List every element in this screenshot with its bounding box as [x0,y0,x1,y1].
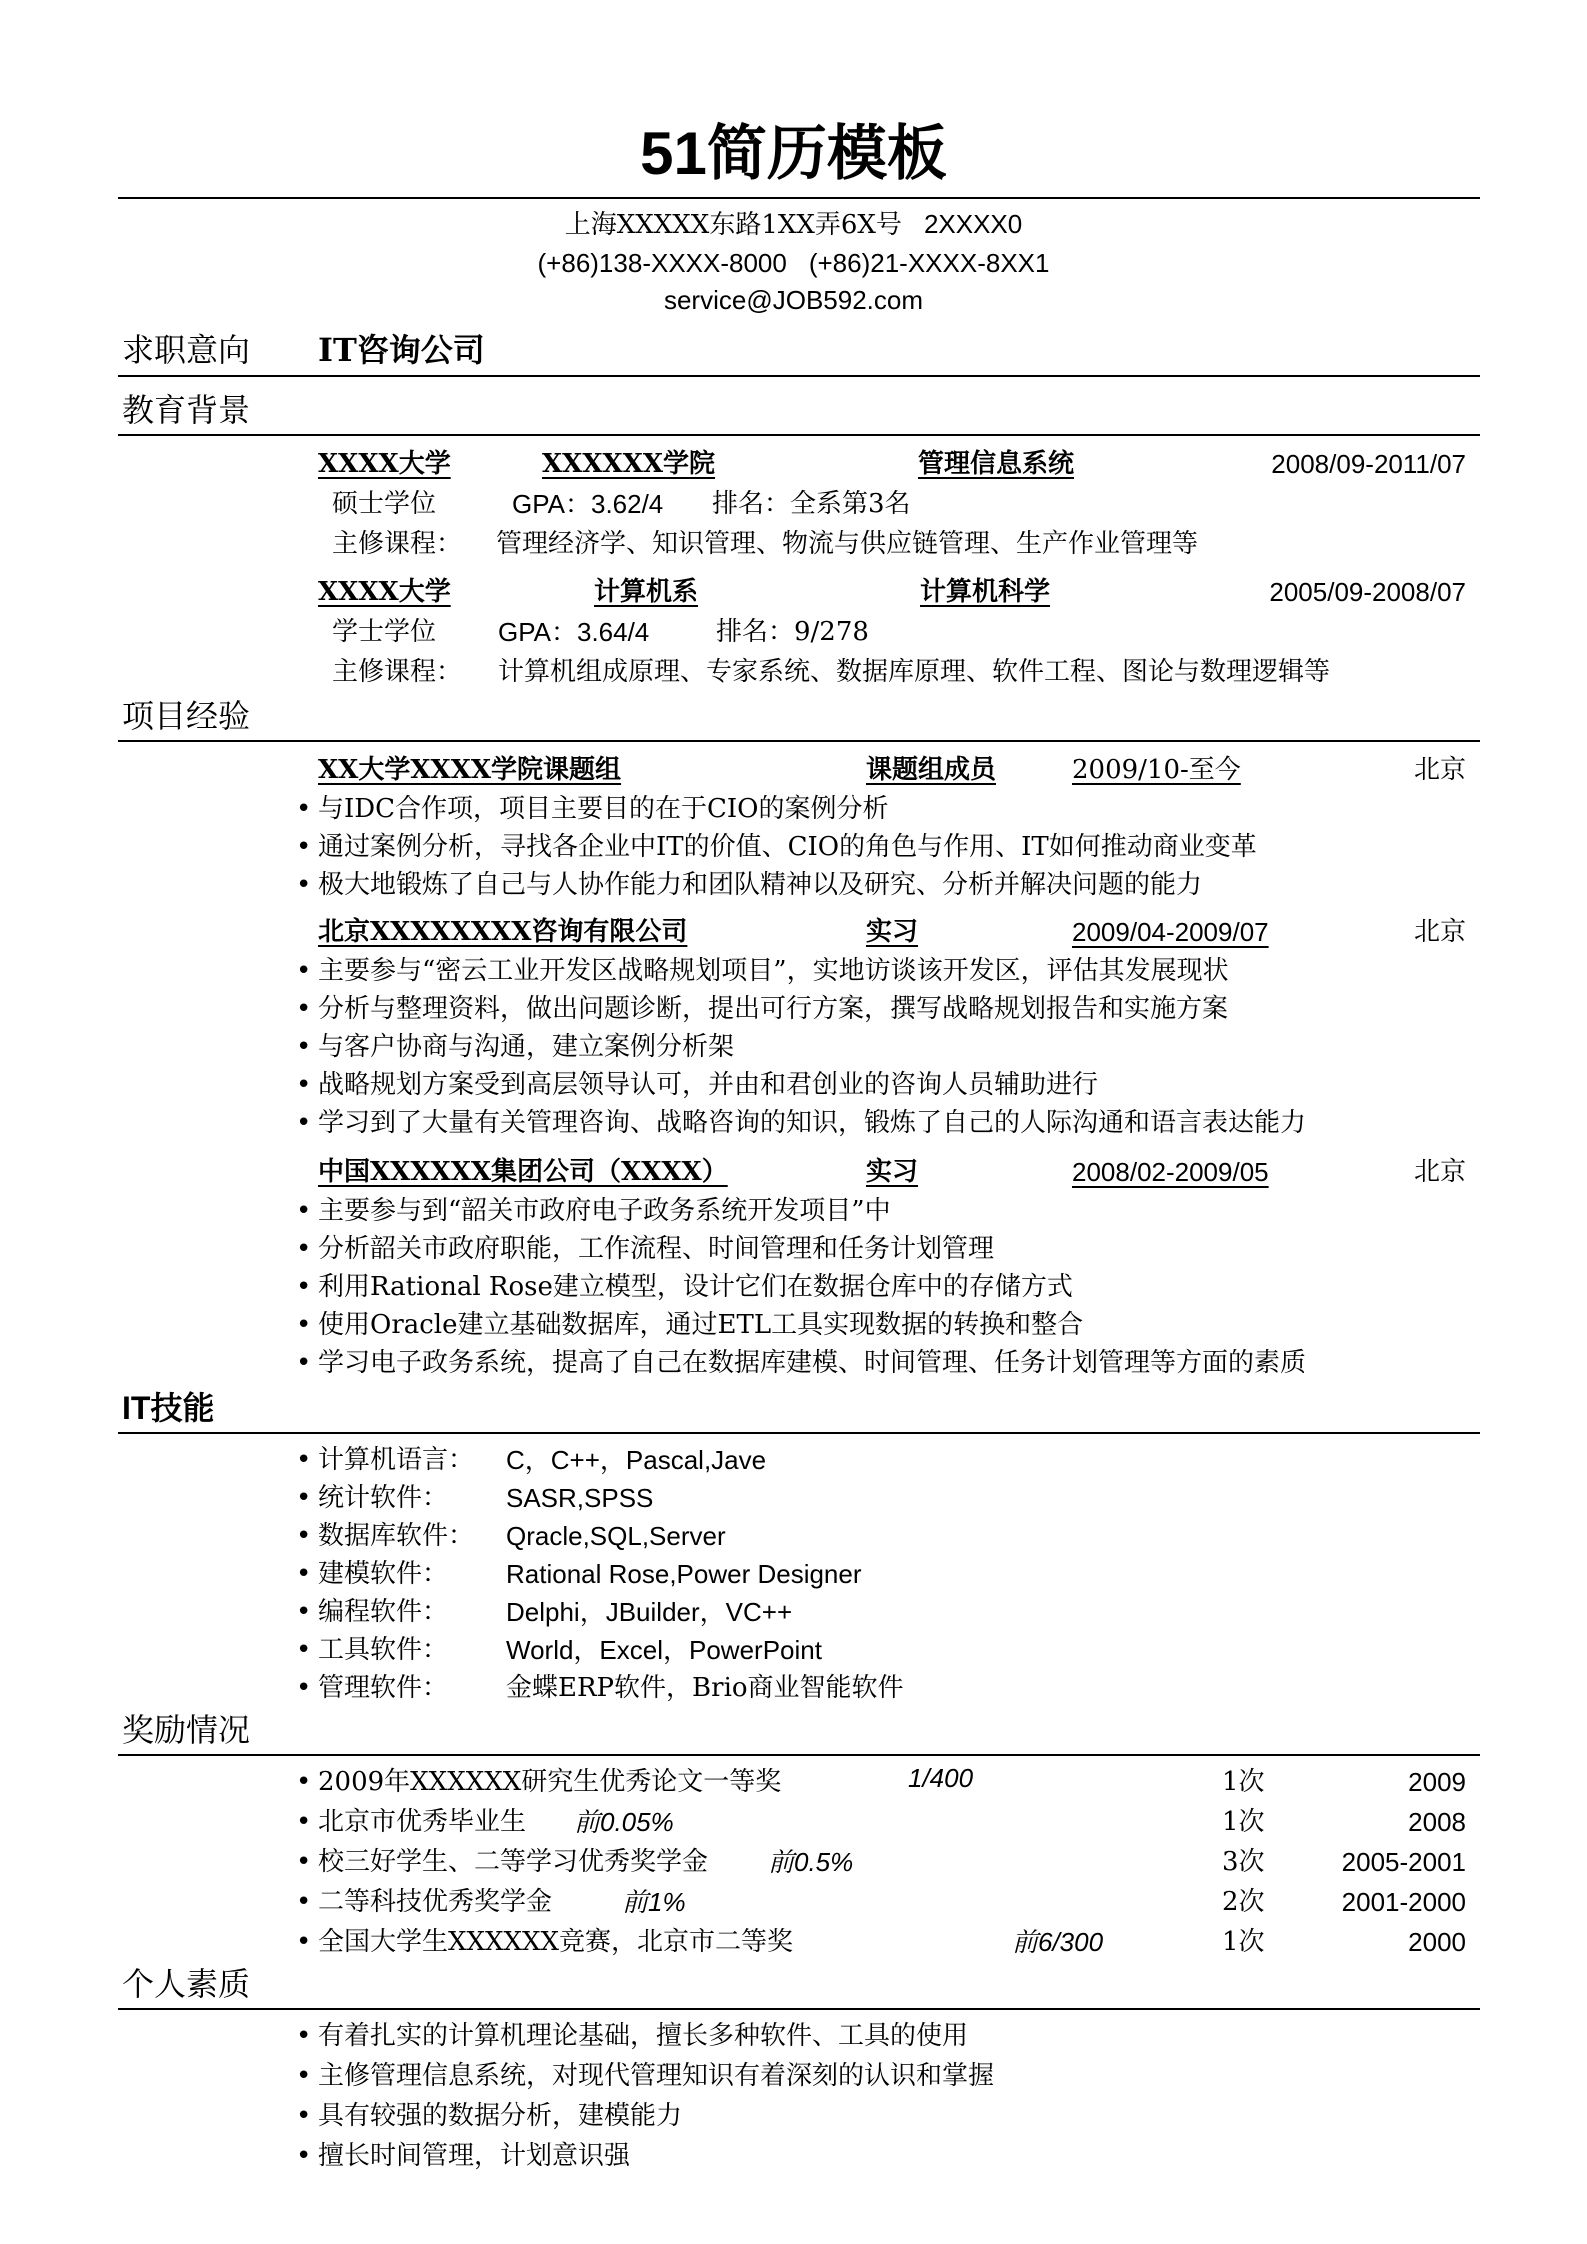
page-title: 51简历模板 [640,120,947,187]
project-role: 实习 [866,1157,919,1187]
skill-value: Delphi，JBuilder，VC++ [506,1597,793,1627]
quality-item: • 具有较强的数据分析，建模能力 [296,2101,683,2131]
objective-divider [118,375,1480,377]
award-name: 北京市优秀毕业生 [318,1807,527,1837]
skill-value: SASR,SPSS [506,1483,654,1513]
skill-key: 数据库软件： [318,1521,475,1551]
skill-value: 金蝶ERP软件，Brio商业智能软件 [506,1673,904,1703]
edu-college: XXXXXX学院 [542,449,716,479]
contact-postcode: 2XXXX0 [923,209,1023,239]
skill-item: • 数据库软件： [296,1521,475,1551]
award-rank: 1/400 [908,1763,974,1793]
skill-item: • 工具软件： [296,1635,449,1665]
edu-course-label: 主修课程： [332,657,463,687]
award-year: 2000 [1408,1927,1466,1957]
award-rank: 前6/300 [1012,1927,1104,1957]
project-role: 实习 [866,917,919,947]
edu-rank: 排名：全系第3名 [712,489,911,519]
project-bullet: • 利用Rational Rose建立模型，设计它们在数据仓库中的存储方式 [296,1272,1073,1302]
project-bullet: • 分析韶关市政府职能，工作流程、时间管理和任务计划管理 [296,1234,995,1264]
contact-mobile: (+86)138-XXXX-8000 [537,248,787,278]
skill-value: Rational Rose,Power Designer [506,1559,862,1589]
project-bullet: • 战略规划方案受到高层领导认可，并由和君创业的咨询人员辅助进行 [296,1070,1099,1100]
skill-value: Qracle,SQL,Server [506,1521,726,1551]
contact-email: service@JOB592.com [663,285,924,315]
skills-heading: IT技能 [122,1390,215,1426]
award-rank: 前0.05% [574,1807,674,1837]
project-city: 北京 [1413,1157,1466,1187]
award-rank: 前0.5% [768,1847,854,1877]
award-item: • 北京市优秀毕业生 [296,1807,527,1837]
project-bullet: • 与IDC合作项，项目主要目的在于CIO的案例分析 [296,794,889,824]
award-item: • 全国大学生XXXXXX竞赛，北京市二等奖 [296,1927,794,1957]
edu-rank: 排名：9/278 [716,617,869,647]
project-period: 2009/04-2009/07 [1072,917,1269,947]
qualities-divider [118,2008,1480,2010]
edu-degree: 硕士学位 [332,489,437,519]
award-name: 二等科技优秀奖学金 [318,1887,553,1917]
project-org: 中国XXXXXX集团公司（XXXX） [318,1157,728,1187]
project-role: 课题组成员 [866,755,997,785]
contact-phone-line [0,245,1587,281]
edu-gpa: GPA：3.64/4 [498,617,650,647]
project-bullet: • 分析与整理资料，做出问题诊断，提出可行方案，撰写战略规划报告和实施方案 [296,994,1229,1024]
awards-divider [118,1754,1480,1756]
skill-item: • 建模软件： [296,1559,449,1589]
contact-phone: (+86)21-XXXX-8XX1 [808,248,1050,278]
objective-heading: 求职意向 [122,331,251,369]
awards-heading: 奖励情况 [122,1711,251,1749]
award-count: 1次 [1222,1767,1265,1797]
education-divider [118,434,1480,436]
skills-divider [118,1432,1480,1434]
skill-key: 管理软件： [318,1673,449,1703]
edu-college: 计算机系 [594,577,699,607]
skill-item: • 编程软件： [296,1597,449,1627]
award-year: 2005-2001 [1341,1847,1466,1877]
edu-major: 计算机科学 [920,577,1051,607]
edu-gpa: GPA：3.62/4 [512,489,664,519]
project-bullet: • 与客户协商与沟通，建立案例分析架 [296,1032,735,1062]
award-item: • 校三好学生、二等学习优秀奖学金 [296,1847,709,1877]
project-bullet: • 极大地锻炼了自己与人协作能力和团队精神以及研究、分析并解决问题的能力 [296,870,1203,900]
project-city: 北京 [1413,755,1466,785]
quality-item: • 有着扎实的计算机理论基础，擅长多种软件、工具的使用 [296,2021,969,2051]
award-name: 全国大学生XXXXXX竞赛，北京市二等奖 [318,1927,794,1957]
skill-value: World，Excel，PowerPoint [506,1635,822,1665]
project-bullet: • 主要参与“密云工业开发区战略规划项目”，实地访谈该开发区，评估其发展现状 [296,956,1229,986]
edu-degree: 学士学位 [332,617,437,647]
title-divider [118,197,1480,199]
edu-school: XXXX大学 [318,577,451,607]
projects-divider [118,740,1480,742]
quality-item: • 主修管理信息系统，对现代管理知识有着深刻的认识和掌握 [296,2061,995,2091]
objective-value: IT咨询公司 [318,331,485,369]
skill-key: 建模软件： [318,1559,449,1589]
contact-address: 上海XXXXX东路1XX弄6X号 [564,210,902,240]
skill-key: 编程软件： [318,1597,449,1627]
contact-address-line [0,206,1587,243]
award-item: • 2009年XXXXXX研究生优秀论文一等奖 [296,1767,782,1797]
edu-courses: 计算机组成原理、专家系统、数据库原理、软件工程、图论与数理逻辑等 [498,657,1331,687]
edu-courses: 管理经济学、知识管理、物流与供应链管理、生产作业管理等 [496,529,1199,559]
award-count: 2次 [1222,1887,1265,1917]
award-year: 2009 [1408,1767,1466,1797]
project-period: 2008/02-2009/05 [1072,1157,1269,1187]
edu-school: XXXX大学 [318,449,451,479]
skill-key: 统计软件： [318,1483,449,1513]
skill-item: • 统计软件： [296,1483,449,1513]
project-bullet: • 学习电子政务系统，提高了自己在数据库建模、时间管理、任务计划管理等方面的素质 [296,1348,1307,1378]
award-name: 2009年XXXXXX研究生优秀论文一等奖 [318,1767,782,1797]
award-rank: 前1% [622,1887,686,1917]
award-count: 1次 [1222,1927,1265,1957]
project-period: 2009/10-至今 [1072,755,1241,785]
project-org: 北京XXXXXXXX咨询有限公司 [318,917,688,947]
award-year: 2008 [1408,1807,1466,1837]
project-bullet: • 通过案例分析，寻找各企业中IT的价值、CIO的角色与作用、IT如何推动商业变革 [296,832,1257,862]
skill-key: 计算机语言： [318,1445,475,1475]
award-count: 3次 [1222,1847,1265,1877]
skill-item: • 计算机语言： [296,1445,475,1475]
award-item: • 二等科技优秀奖学金 [296,1887,553,1917]
award-year: 2001-2000 [1341,1887,1466,1917]
qualities-heading: 个人素质 [122,1965,251,2003]
edu-period: 2008/09-2011/07 [1271,449,1466,479]
edu-period: 2005/09-2008/07 [1269,577,1466,607]
project-city: 北京 [1413,917,1466,947]
projects-heading: 项目经验 [122,697,251,735]
education-heading: 教育背景 [122,391,251,429]
project-org: XX大学XXXX学院课题组 [318,755,622,785]
project-bullet: • 使用Oracle建立基础数据库，通过ETL工具实现数据的转换和整合 [296,1310,1084,1340]
project-bullet: • 主要参与到“韶关市政府电子政务系统开发项目”中 [296,1196,891,1226]
award-name: 校三好学生、二等学习优秀奖学金 [318,1847,709,1877]
quality-item: • 擅长时间管理，计划意识强 [296,2141,631,2171]
skill-value: C，C++，Pascal,Jave [506,1445,767,1475]
award-count: 1次 [1222,1807,1265,1837]
project-bullet: • 学习到了大量有关管理咨询、战略咨询的知识，锻炼了自己的人际沟通和语言表达能力 [296,1108,1307,1138]
skill-item: • 管理软件： [296,1673,449,1703]
edu-major: 管理信息系统 [918,449,1075,479]
edu-course-label: 主修课程： [332,529,463,559]
skill-key: 工具软件： [318,1635,449,1665]
